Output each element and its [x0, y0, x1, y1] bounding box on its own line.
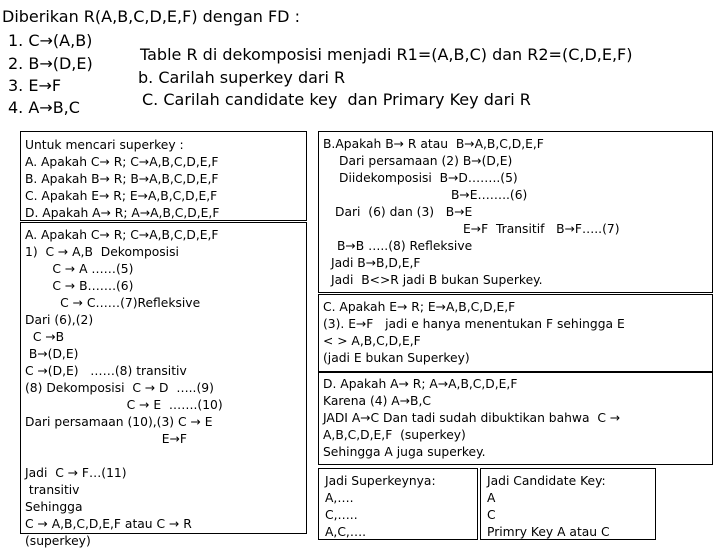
- text-line: (jadi E bukan Superkey): [323, 351, 470, 365]
- text-line: C → C……(7)Refleksive: [25, 296, 201, 310]
- fd-1: 1. C→(A,B): [8, 31, 93, 50]
- text-line: E→F Transitif B→F…..(7): [463, 222, 620, 236]
- text-line: C →B: [25, 330, 65, 344]
- text-line: B.Apakah B→ R atau B→A,B,C,D,E,F: [323, 137, 544, 151]
- text-line: C →(D,E) ……(8) transitiv: [25, 364, 187, 378]
- fd-2: 2. B→(D,E): [8, 54, 93, 73]
- text-line: 1) C → A,B Dekomposisi: [25, 245, 179, 259]
- text-line: C → A ……(5): [25, 262, 134, 276]
- text-line: Dari (6),(2): [25, 313, 94, 327]
- fd-4: 4. A→B,C: [8, 98, 80, 117]
- text-line: A. Apakah C→ R; C→A,B,C,D,E,F: [25, 155, 219, 169]
- fd-3: 3. E→F: [8, 76, 62, 95]
- candidate-key-summary-box: [480, 468, 656, 540]
- problem-title: Diberikan R(A,B,C,D,E,F) dengan FD :: [2, 7, 300, 26]
- text-line: Jadi Candidate Key:: [487, 474, 606, 488]
- text-line: Jadi B→B,D,E,F: [331, 256, 421, 270]
- text-line: [25, 448, 306, 465]
- text-line: Dari (6) dan (3) B→E: [335, 205, 473, 219]
- text-line: C: [487, 508, 496, 522]
- text-line: D. Apakah A→ R; A→A,B,C,D,E,F: [25, 206, 220, 220]
- text-line: Jadi C → F…(11): [25, 466, 127, 480]
- proof-a-box: [318, 372, 713, 465]
- proof-e-box: [318, 294, 713, 372]
- text-line: JADI A→C Dan tadi sudah dibuktikan bahwa C →: [323, 411, 621, 425]
- text-line: C → B…….(6): [25, 279, 134, 293]
- proof-c-box: [20, 222, 307, 548]
- text-line: A: [487, 491, 496, 505]
- text-line: Diidekomposisi B→D……..(5): [339, 171, 518, 185]
- text-line: B. Apakah B→ R; B→A,B,C,D,E,F: [25, 172, 219, 186]
- text-line: C,…..: [325, 508, 358, 522]
- text-line: A,C,….: [325, 525, 367, 539]
- task-b: b. Carilah superkey dari R: [138, 68, 346, 87]
- text-line: B→B …..(8) Refleksive: [337, 239, 473, 253]
- text-line: B→(D,E): [25, 347, 79, 361]
- text-line: Dari persamaan (10),(3) C → E: [25, 415, 213, 429]
- text-line: Karena (4) A→B,C: [323, 394, 431, 408]
- text-line: (superkey): [25, 534, 91, 548]
- text-line: D. Apakah A→ R; A→A,B,C,D,E,F: [323, 377, 518, 391]
- text-line: C → A,B,C,D,E,F atau C → R: [25, 517, 192, 531]
- text-line: Primry Key A atau C: [487, 525, 610, 539]
- superkey-summary-box: [318, 468, 478, 540]
- text-line: Jadi B<>R jadi B bukan Superkey.: [331, 273, 543, 287]
- task-c: C. Carilah candidate key dan Primary Key dari R: [142, 90, 531, 109]
- proof-b-box: [318, 131, 713, 293]
- text-line: E→F: [25, 432, 187, 446]
- text-line: (3). E→F jadi e hanya menentukan F sehingga E: [323, 317, 625, 331]
- text-line: C → E …….(10): [25, 398, 223, 412]
- text-line: C. Apakah E→ R; E→A,B,C,D,E,F: [25, 189, 218, 203]
- text-line: Sehingga: [25, 500, 83, 514]
- text-line: Dari persamaan (2) B→(D,E): [339, 154, 513, 168]
- superkey-approach-box: [20, 131, 307, 221]
- decomposition-statement: Table R di dekomposisi menjadi R1=(A,B,C) dan R2=(C,D,E,F): [140, 45, 633, 64]
- text-line: Sehingga A juga superkey.: [323, 445, 486, 459]
- text-line: < > A,B,C,D,E,F: [323, 334, 421, 348]
- text-line: Untuk mencari superkey :: [25, 138, 184, 152]
- text-line: A. Apakah C→ R; C→A,B,C,D,E,F: [25, 228, 219, 242]
- text-line: Jadi Superkeynya:: [325, 474, 436, 488]
- text-line: C. Apakah E→ R; E→A,B,C,D,E,F: [323, 300, 516, 314]
- text-line: A,B,C,D,E,F (superkey): [323, 428, 466, 442]
- text-line: transitiv: [25, 483, 80, 497]
- text-line: A,….: [325, 491, 354, 505]
- text-line: (8) Dekomposisi C → D …..(9): [25, 381, 214, 395]
- text-line: B→E……..(6): [451, 188, 528, 202]
